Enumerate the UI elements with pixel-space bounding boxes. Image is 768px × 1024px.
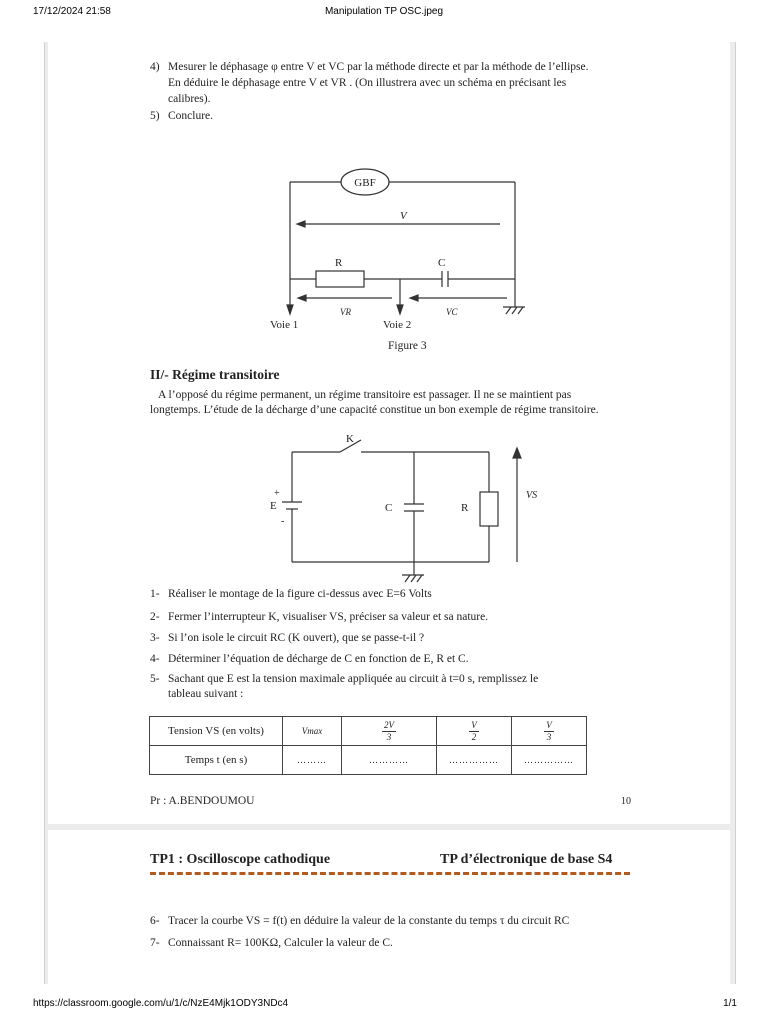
q2-text: Fermer l’interrupteur K, visualiser VS, préciser sa valeur et sa nature. (168, 611, 489, 623)
voie-2-label: Voie 2 (383, 319, 412, 331)
document-page-1 (48, 42, 730, 824)
e-label: E (270, 500, 277, 512)
page2-title-left: TP1 : Oscilloscope cathodique (150, 852, 331, 867)
section-title: II/- Régime transitoire (150, 367, 280, 382)
q1-text: Réaliser le montage de la figure ci-dessus avec E=6 Volts (168, 588, 432, 600)
q1-number: 1- (150, 588, 160, 600)
q4-number: 4- (150, 653, 160, 665)
frac3-num: V (546, 719, 552, 730)
item-4-line-2: En déduire le déphasage entre V et VR . (On illustrera avec un schéma en précisant les (168, 77, 567, 89)
q2-number: 2- (150, 611, 160, 623)
frac2-num: V (471, 719, 477, 730)
vs-label: VS (526, 490, 538, 501)
voie-1-label: Voie 1 (270, 319, 299, 331)
resistor-r2 (480, 492, 498, 526)
table-row (150, 717, 587, 746)
frac2-den: 2 (471, 731, 477, 742)
plus-label: + (274, 488, 280, 499)
table-cell: ………… (342, 746, 437, 775)
c2-label: C (385, 502, 393, 514)
table-row2-label: Temps t (en s) (150, 746, 283, 775)
table-cell: …………… (437, 746, 512, 775)
table-cell (342, 717, 437, 746)
title-underline (150, 872, 630, 875)
table-cell (512, 717, 587, 746)
print-datetime: 17/12/2024 21:58 (33, 6, 111, 17)
page2-title-right: TP d’électronique de base S4 (440, 852, 613, 867)
q5-text: Sachant que E est la tension maximale appliquée au circuit à t=0 s, remplissez le (168, 673, 539, 685)
c-label: C (438, 257, 446, 269)
print-page-count: 1/1 (723, 998, 737, 1009)
frac1-num: 2V (384, 719, 394, 730)
q6-text: Tracer la courbe VS = f(t) en déduire la valeur de la constante du temps τ du circuit RC (168, 915, 570, 927)
rc-discharge-circuit (48, 42, 730, 602)
vc-label: VC (446, 307, 458, 317)
table-cell (283, 717, 342, 746)
r-label: R (335, 257, 343, 269)
r2-label: R (461, 502, 469, 514)
discharge-table (149, 716, 587, 775)
q3-text: Si l’on isole le circuit RC (K ouvert), que se passe-t-il ? (168, 632, 425, 644)
q5-number: 5- (150, 673, 160, 685)
minus-label: - (281, 516, 285, 527)
v-label: V (400, 210, 407, 222)
print-url: https://classroom.google.com/u/1/c/NzE4Mjk1ODY3NDc4 (33, 998, 289, 1009)
frac1-den: 3 (386, 731, 392, 742)
intro-line-1: A l’opposé du régime permanent, un régime transitoire est passager. Il ne se maintient pas (158, 389, 572, 401)
item-4-line-3: calibres). (168, 93, 211, 105)
document-page-2 (48, 830, 730, 984)
footer-author: Pr : A.BENDOUMOU (150, 795, 255, 807)
table-row1-label: Tension VS (en volts) (150, 717, 283, 746)
print-title: Manipulation TP OSC.jpeg (324, 6, 444, 17)
item-5-number: 5) (150, 110, 160, 122)
table-cell: …………… (512, 746, 587, 775)
k-label: K (346, 433, 354, 445)
q7-number: 7- (150, 937, 160, 949)
figure-3-caption: Figure 3 (388, 340, 427, 352)
q6-number: 6- (150, 915, 160, 927)
item-5-text: Conclure. (168, 110, 214, 122)
q4-text: Déterminer l’équation de décharge de C en fonction de E, R et C. (168, 653, 469, 665)
table-row (150, 746, 587, 775)
vr-label: VR (340, 307, 351, 317)
intro-line-2: longtemps. L’étude de la décharge d’une capacité constitue un bon exemple de régime transitoire. (150, 404, 599, 416)
item-4-number: 4) (150, 61, 160, 73)
footer-page-number: 10 (621, 796, 631, 807)
gbf-label: GBF (354, 177, 376, 189)
vmax-value: Vmax (301, 726, 323, 736)
q5-text-2: tableau suivant : (168, 688, 244, 700)
item-4-line-1: Mesurer le déphasage φ entre V et VC par la méthode directe et par la méthode de l’ellipse. (168, 61, 589, 73)
q7-text: Connaissant R= 100KΩ, Calculer la valeur de C. (168, 937, 393, 949)
table-cell: ……… (283, 746, 342, 775)
q3-number: 3- (150, 632, 160, 644)
frac3-den: 3 (546, 731, 552, 742)
table-cell (437, 717, 512, 746)
